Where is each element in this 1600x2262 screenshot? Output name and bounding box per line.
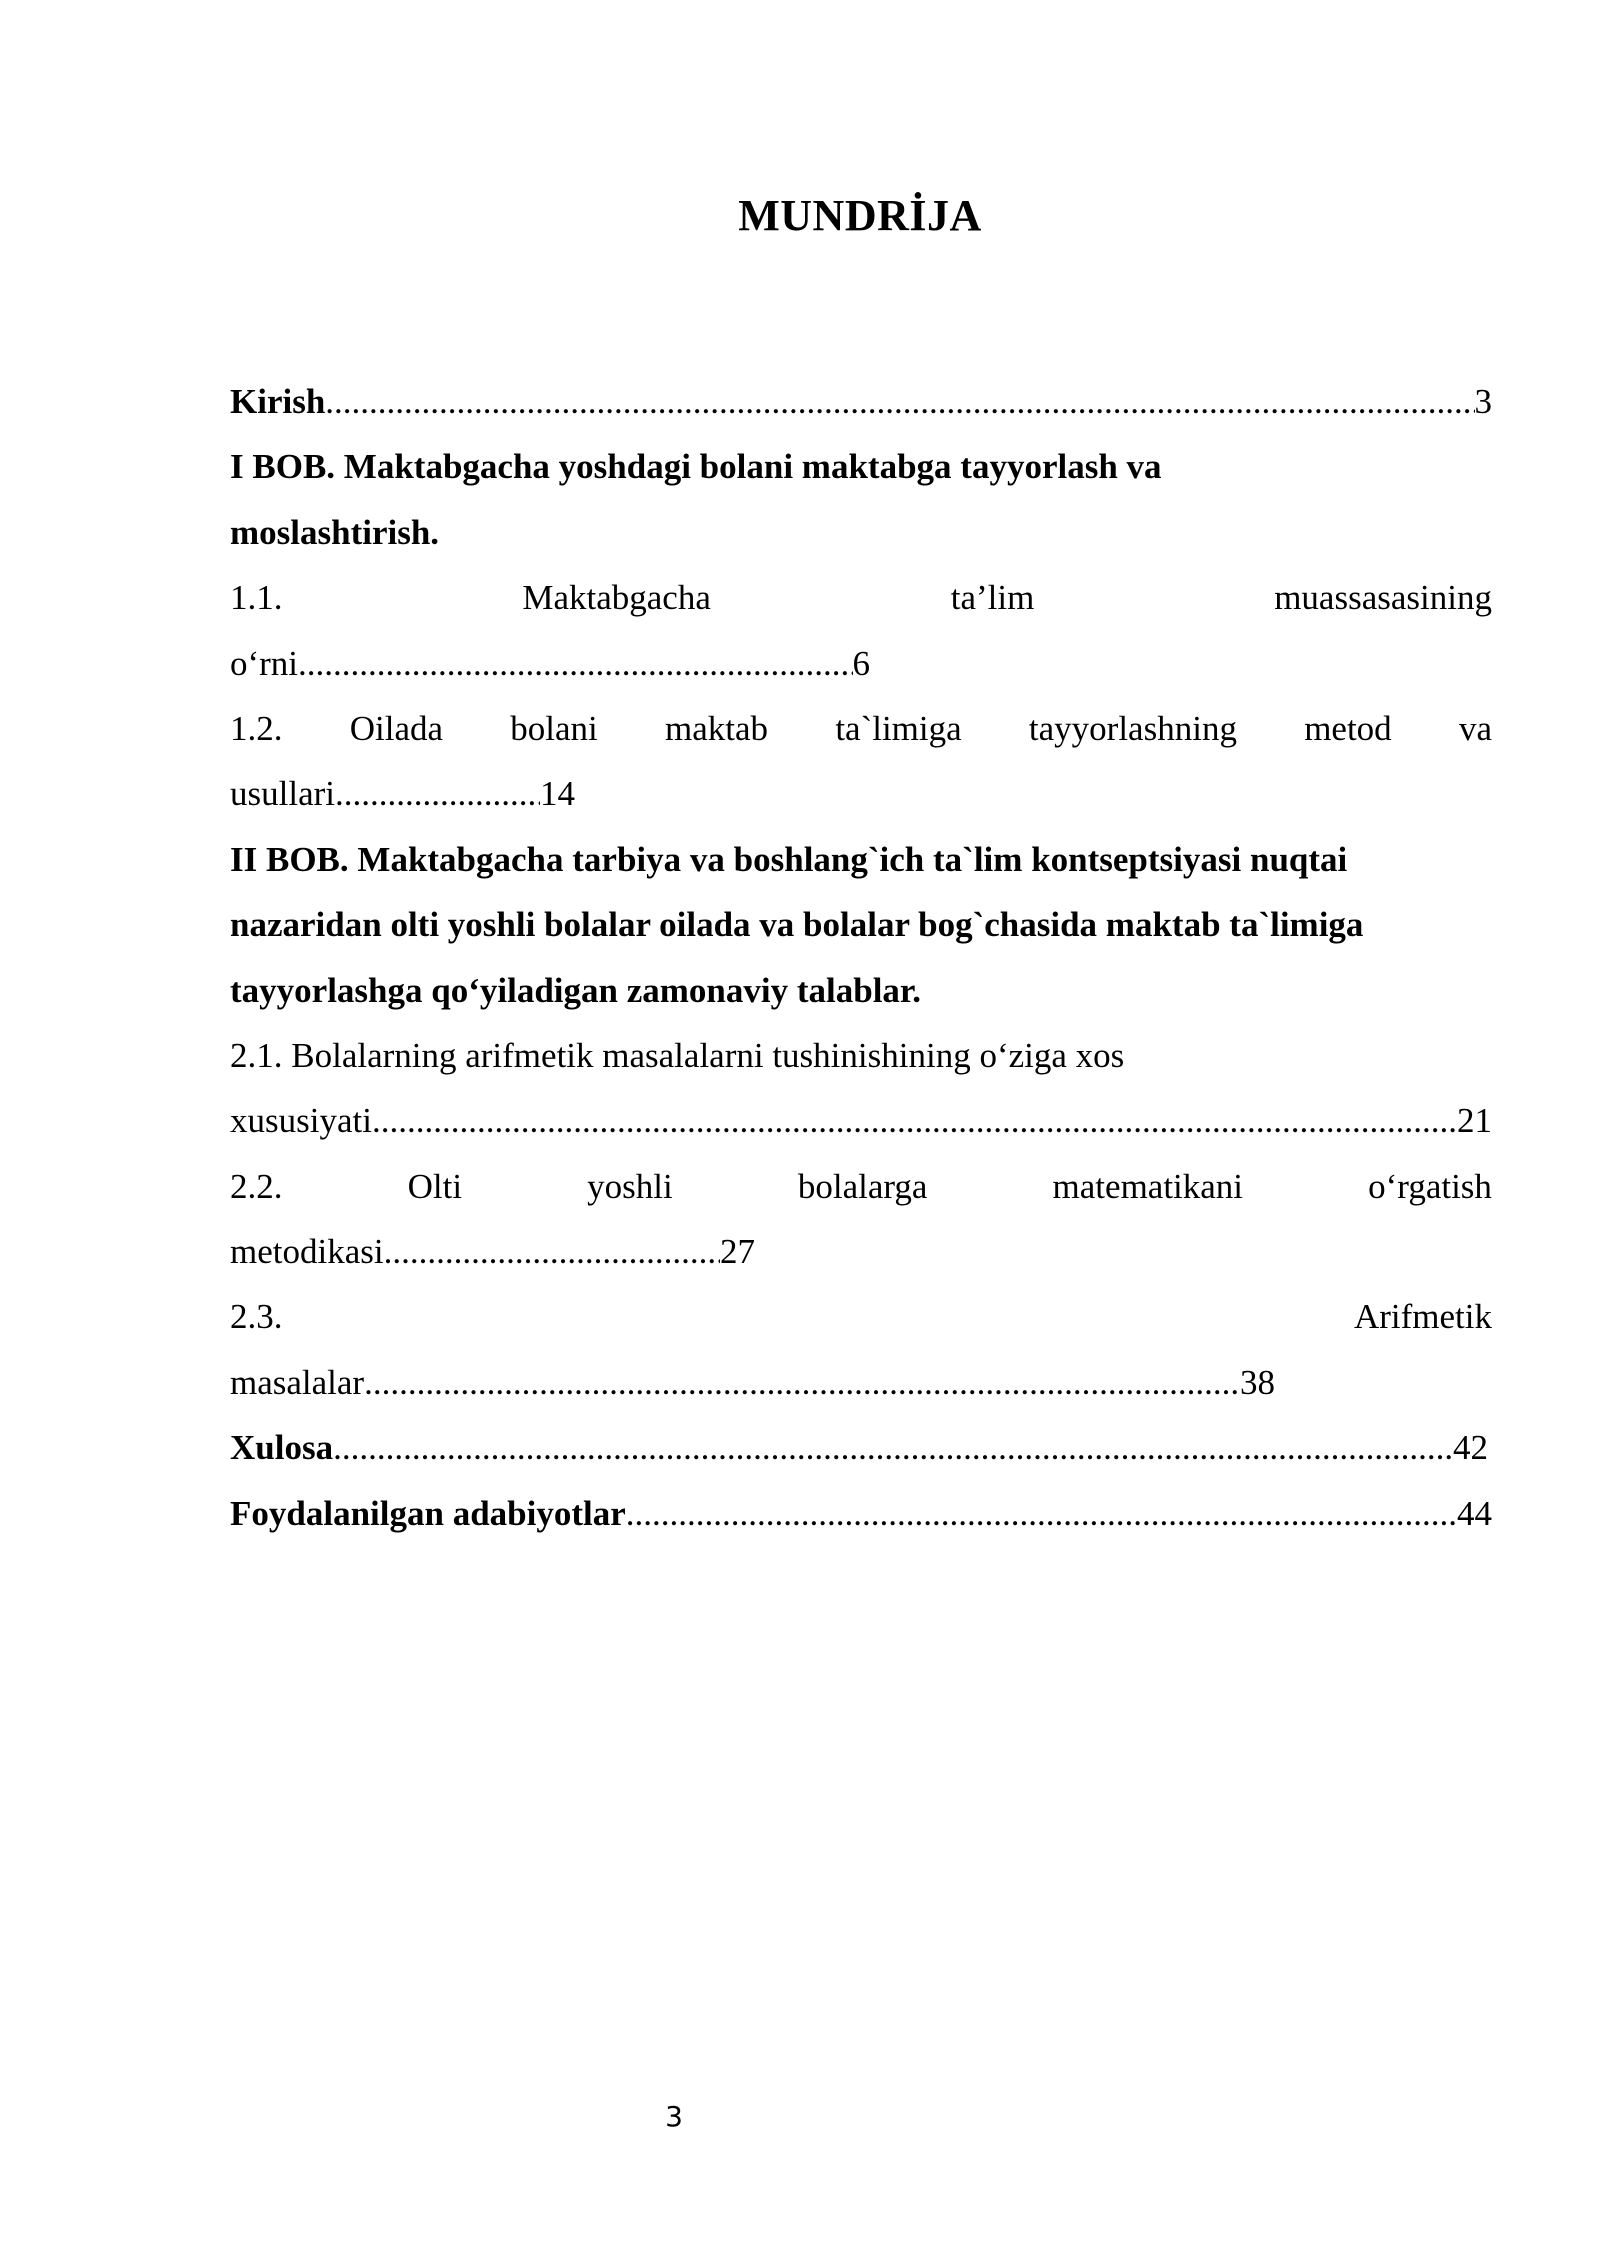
toc-word: muassasasining — [1274, 578, 1492, 618]
dot-leader — [364, 1350, 1240, 1415]
toc-entry-1-2-line-1[interactable] — [230, 696, 1492, 761]
toc-word: Arifmetik — [1353, 1297, 1492, 1337]
toc-word: Olti — [407, 1166, 463, 1206]
dot-leader — [384, 1219, 720, 1284]
toc-word: 1.2. — [230, 708, 283, 748]
toc-entry-page: 21 — [1457, 1101, 1492, 1141]
toc-entry-label: Xulosa — [230, 1428, 334, 1468]
toc-word: yoshli — [587, 1166, 673, 1206]
toc-entry-2-2-line-1[interactable] — [230, 1154, 1492, 1219]
dot-leader — [333, 1415, 1453, 1480]
toc-entry-page: 3 — [1474, 382, 1492, 421]
toc-entry-page: 14 — [540, 774, 575, 814]
toc-entry-2-1-line-1[interactable]: 2.1. Bolalarning arifmetik masalalarni tushinishining o‘ziga xos — [230, 1035, 1125, 1075]
toc-word: ta’lim — [950, 578, 1035, 618]
toc-entry-page: 27 — [720, 1232, 755, 1272]
toc-entry-page: 42 — [1453, 1428, 1488, 1468]
toc-entry-xulosa[interactable] — [230, 1415, 1488, 1480]
toc-word: bolalarga — [797, 1166, 928, 1206]
toc-word: ta`limiga — [835, 708, 962, 748]
toc-word: metod — [1304, 708, 1392, 748]
table-of-contents — [230, 369, 1492, 1546]
toc-chapter-2-line-3[interactable]: tayyorlashga qo‘yiladigan zamonaviy talablar. — [230, 970, 921, 1010]
toc-word: bolani — [510, 708, 598, 748]
toc-entry-label: Kirish — [230, 382, 326, 421]
toc-word: va — [1458, 708, 1492, 748]
toc-entry-kirish[interactable] — [230, 369, 1492, 434]
toc-word: 2.2. — [230, 1166, 283, 1206]
toc-word: Oilada — [349, 708, 444, 748]
toc-entry-2-3-line-1[interactable] — [230, 1284, 1492, 1349]
dot-leader — [325, 369, 1474, 434]
toc-entry-2-2-line-2[interactable] — [230, 1219, 755, 1284]
toc-entry-label: usullari — [230, 774, 335, 814]
toc-word: tayyorlashning — [1028, 708, 1237, 748]
toc-entry-label: xususiyati — [230, 1101, 372, 1141]
toc-word: 2.3. — [230, 1297, 283, 1337]
toc-word: Maktabgacha — [522, 578, 711, 618]
page-title: MUNDRİJA — [738, 191, 982, 240]
toc-entry-label: metodikasi — [230, 1232, 384, 1272]
toc-chapter-2-line-2[interactable]: nazaridan olti yoshli bolalar oilada va bolalar bog`chasida maktab ta`limiga — [230, 905, 1364, 945]
toc-entry-page: 44 — [1457, 1493, 1492, 1533]
toc-entry-label: masalalar — [230, 1362, 365, 1402]
toc-word: maktab — [665, 708, 769, 748]
page-number: 3 — [665, 2100, 683, 2133]
toc-chapter-2-line-1[interactable]: II BOB. Maktabgacha tarbiya va boshlang`ich ta`lim kontseptsiyasi nuqtai — [230, 839, 1348, 879]
toc-entry-1-2-line-2[interactable] — [230, 761, 575, 826]
toc-entry-label: o‘rni — [230, 643, 299, 683]
toc-word: o‘rgatish — [1368, 1166, 1492, 1206]
toc-chapter-1-line-2[interactable]: moslashtirish. — [230, 512, 440, 552]
toc-entry-page: 38 — [1240, 1362, 1275, 1402]
toc-entry-adabiyotlar[interactable] — [230, 1481, 1492, 1546]
dot-leader — [335, 761, 540, 826]
toc-entry-1-1-line-1[interactable] — [230, 565, 1492, 630]
toc-entry-page: 6 — [852, 643, 870, 683]
dot-leader — [372, 1088, 1457, 1153]
toc-word: 1.1. — [230, 578, 283, 618]
toc-entry-1-1-line-2[interactable] — [230, 631, 870, 696]
toc-entry-2-3-line-2[interactable] — [230, 1350, 1275, 1415]
toc-chapter-1-line-1[interactable]: I BOB. Maktabgacha yoshdagi bolani maktabga tayyorlash va — [230, 447, 1162, 487]
dot-leader — [626, 1481, 1457, 1546]
toc-entry-label: Foydalanilgan adabiyotlar — [230, 1493, 626, 1533]
dot-leader — [298, 631, 852, 696]
toc-entry-2-1-line-2[interactable] — [230, 1088, 1492, 1153]
toc-word: matematikani — [1052, 1166, 1244, 1206]
